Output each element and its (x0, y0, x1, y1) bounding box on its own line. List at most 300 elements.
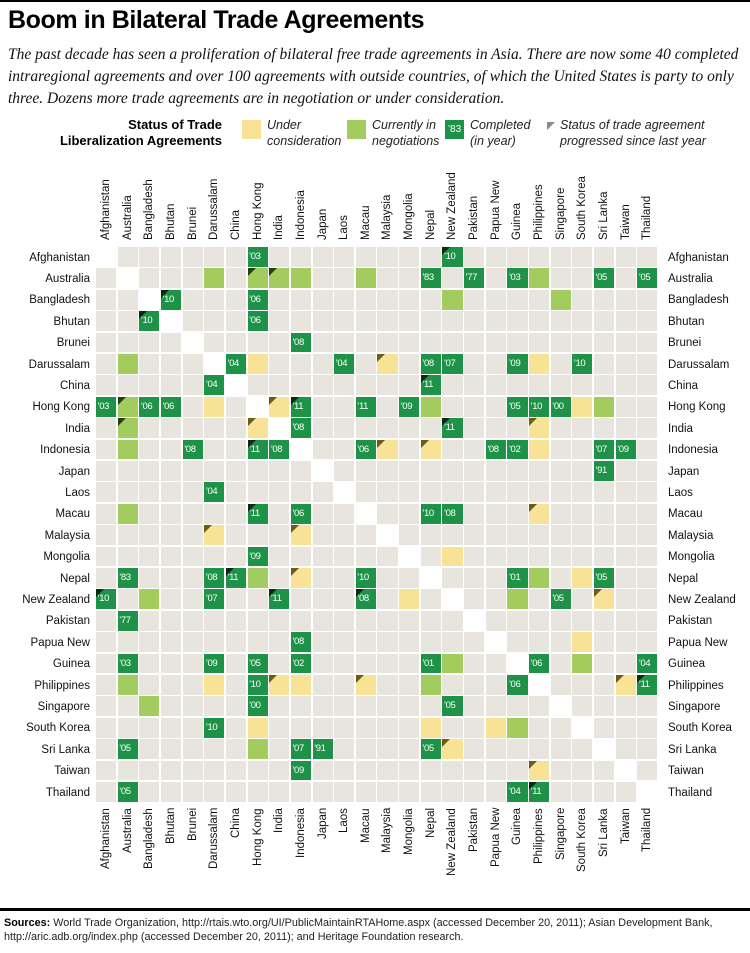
matrix-cell (594, 761, 614, 781)
matrix-cell (183, 333, 203, 353)
matrix-cell (572, 354, 592, 374)
matrix-cell (313, 568, 333, 588)
matrix-cell (269, 782, 289, 802)
matrix-cell (96, 440, 116, 460)
matrix-cell (464, 418, 484, 438)
legend-title-line1: Status of Trade (128, 117, 222, 132)
matrix-cell (594, 654, 614, 674)
matrix-cell (551, 418, 571, 438)
matrix-cell (313, 739, 333, 759)
row-label-right: Taiwan (668, 765, 704, 778)
matrix-cell (486, 525, 506, 545)
matrix-cell (399, 611, 419, 631)
matrix-cell (139, 547, 159, 567)
matrix-cell (464, 333, 484, 353)
matrix-cell (313, 696, 333, 716)
row-label-right: Nepal (668, 572, 699, 585)
col-label-bottom: Guinea (511, 808, 524, 846)
matrix-cell (204, 525, 224, 545)
matrix-cell (464, 761, 484, 781)
matrix-cell (183, 739, 203, 759)
matrix-cell (291, 568, 311, 588)
matrix-cell (594, 461, 614, 481)
matrix-cell (464, 311, 484, 331)
matrix-cell (529, 547, 549, 567)
matrix-cell (399, 247, 419, 267)
col-label-bottom: Afghanistan (100, 808, 112, 869)
matrix-cell (139, 397, 159, 417)
matrix-cell (551, 654, 571, 674)
matrix-cell (637, 375, 657, 395)
matrix-cell (248, 525, 268, 545)
matrix-cell (594, 611, 614, 631)
matrix-cell (377, 290, 397, 310)
matrix-cell (421, 654, 441, 674)
progressed-triangle-icon (118, 418, 126, 426)
matrix-cell (96, 782, 116, 802)
matrix-cell (421, 589, 441, 609)
col-label-bottom: Brunei (186, 808, 199, 842)
matrix-cell (572, 333, 592, 353)
cell-year-label: ’00 (552, 400, 564, 412)
matrix-cell (356, 333, 376, 353)
matrix-cell (464, 247, 484, 267)
matrix-cell (529, 247, 549, 267)
matrix-cell (529, 461, 549, 481)
matrix-cell (183, 375, 203, 395)
col-label-top: Singapore (554, 187, 567, 240)
matrix-cell (464, 397, 484, 417)
row-label-left: Thailand (45, 786, 90, 799)
col-label-bottom: Bangladesh (143, 808, 156, 869)
matrix-cell (161, 611, 181, 631)
row-label-left: Brunei (56, 337, 90, 350)
matrix-cell (248, 632, 268, 652)
matrix-cell (486, 568, 506, 588)
matrix-cell (551, 482, 571, 502)
matrix-cell (291, 654, 311, 674)
matrix-cell (507, 589, 527, 609)
cell-year-label: ’11 (292, 400, 304, 412)
matrix-cell (551, 397, 571, 417)
matrix-cell (507, 611, 527, 631)
matrix-cell (248, 675, 268, 695)
matrix-cell (377, 782, 397, 802)
matrix-cell (96, 739, 116, 759)
matrix-cell (377, 418, 397, 438)
matrix-cell (529, 418, 549, 438)
row-label-left: Bhutan (53, 315, 90, 328)
matrix-cell (291, 525, 311, 545)
matrix-cell (269, 311, 289, 331)
matrix-cell (291, 333, 311, 353)
matrix-cell (183, 504, 203, 524)
matrix-cell (594, 290, 614, 310)
matrix-cell (291, 440, 311, 460)
matrix-cell (313, 290, 333, 310)
matrix-cell (551, 440, 571, 460)
matrix-cell (551, 268, 571, 288)
matrix-cell (464, 461, 484, 481)
col-label-bottom: Mongolia (403, 808, 416, 855)
matrix-cell (334, 739, 354, 759)
matrix-cell (616, 632, 636, 652)
matrix-cell (464, 354, 484, 374)
col-label-bottom: South Korea (576, 808, 589, 872)
matrix-cell (183, 354, 203, 374)
matrix-cell (356, 397, 376, 417)
progressed-triangle-icon (291, 568, 299, 576)
matrix-cell (507, 568, 527, 588)
matrix-cell (226, 782, 246, 802)
matrix-cell (616, 461, 636, 481)
matrix-cell (637, 632, 657, 652)
matrix-cell (139, 504, 159, 524)
matrix-cell (399, 397, 419, 417)
row-label-right: Guinea (668, 658, 706, 671)
cell-year-label: ’07 (443, 358, 456, 369)
matrix-cell (313, 632, 333, 652)
matrix-cell (291, 761, 311, 781)
matrix-cell (161, 418, 181, 438)
matrix-cell (637, 739, 657, 759)
matrix-cell (637, 525, 657, 545)
legend-title-line2: Liberalization Agreements (59, 133, 222, 149)
row-label-right: Sri Lanka (668, 743, 717, 756)
legend-label-completed: Completed (in year) (470, 118, 531, 148)
cell-year-label: ’05 (249, 657, 261, 669)
matrix-cell (248, 611, 268, 631)
matrix-cell (442, 268, 462, 288)
matrix-cell (442, 418, 462, 438)
matrix-cell (161, 718, 181, 738)
matrix-cell (96, 611, 116, 631)
matrix-cell (183, 311, 203, 331)
progressed-triangle-icon (421, 375, 429, 383)
matrix-cell (529, 268, 549, 288)
matrix-cell (616, 547, 636, 567)
matrix-cell (442, 440, 462, 460)
matrix-cell (507, 333, 527, 353)
progressed-triangle-icon (248, 440, 256, 448)
matrix-cell (226, 504, 246, 524)
matrix-cell (139, 654, 159, 674)
matrix-cell (139, 675, 159, 695)
progressed-triangle-icon (616, 675, 624, 683)
matrix-cell (334, 461, 354, 481)
cell-year-label: ’02 (292, 657, 304, 669)
matrix-cell (356, 675, 376, 695)
cell-year-label: ’08 (270, 443, 283, 455)
legend-label-negotiations: Currently in negotiations (372, 118, 440, 148)
matrix-cell (421, 761, 441, 781)
matrix-cell (616, 375, 636, 395)
matrix-cell (507, 247, 527, 267)
cell-year-label: ’03 (249, 251, 261, 262)
cell-year-label: ’05 (508, 400, 521, 412)
matrix-cell (529, 654, 549, 674)
matrix-cell (637, 589, 657, 609)
matrix-cell (334, 761, 354, 781)
matrix-cell (486, 632, 506, 652)
row-label-left: Papua New (30, 636, 90, 649)
matrix-cell (139, 632, 159, 652)
matrix-cell (637, 696, 657, 716)
matrix-cell (399, 333, 419, 353)
matrix-cell (377, 696, 397, 716)
row-label-left: Australia (45, 272, 90, 285)
cell-year-label: ’02 (508, 443, 521, 455)
cell-year-label: ’09 (205, 657, 218, 669)
matrix-cell (421, 482, 441, 502)
matrix-cell (377, 268, 397, 288)
matrix-cell (204, 440, 224, 460)
cell-year-label: ’77 (119, 614, 131, 626)
matrix-cell (269, 504, 289, 524)
matrix-cell (377, 611, 397, 631)
matrix-cell (637, 311, 657, 331)
matrix-cell (551, 589, 571, 609)
matrix-cell (594, 525, 614, 545)
row-label-right: Brunei (668, 337, 702, 350)
matrix-cell (161, 375, 181, 395)
matrix-cell (161, 696, 181, 716)
legend-swatch-under-consideration (242, 120, 261, 139)
matrix-cell (204, 375, 224, 395)
matrix-cell (421, 311, 441, 331)
progressed-triangle-icon (291, 525, 299, 533)
matrix-cell (118, 482, 138, 502)
matrix-cell (269, 525, 289, 545)
matrix-cell (356, 418, 376, 438)
matrix-cell (594, 739, 614, 759)
matrix-cell (572, 632, 592, 652)
cell-year-label: ’08 (292, 336, 304, 348)
matrix-cell (464, 268, 484, 288)
matrix-cell (334, 675, 354, 695)
matrix-cell (226, 739, 246, 759)
matrix-cell (96, 333, 116, 353)
cell-year-label: ’09 (508, 358, 521, 369)
matrix-cell (594, 333, 614, 353)
matrix-cell (442, 654, 462, 674)
matrix-cell (161, 632, 181, 652)
cell-year-label: ’10 (140, 315, 153, 327)
matrix-cell (204, 354, 224, 374)
matrix-cell (464, 482, 484, 502)
col-label-top: Darussalam (208, 178, 221, 240)
col-label-top: Malaysia (381, 194, 394, 240)
matrix-cell (529, 718, 549, 738)
matrix-cell (616, 268, 636, 288)
matrix-cell (399, 654, 419, 674)
matrix-cell (226, 761, 246, 781)
matrix-cell (594, 375, 614, 395)
matrix-cell (399, 290, 419, 310)
matrix-cell (118, 440, 138, 460)
cell-year-label: ’08 (205, 572, 218, 583)
matrix-cell (464, 611, 484, 631)
cell-year-label: ’06 (357, 443, 369, 455)
cell-year-label: ’11 (443, 422, 455, 434)
matrix-cell (291, 632, 311, 652)
matrix-cell (334, 397, 354, 417)
progressed-triangle-icon (442, 247, 450, 255)
matrix-cell (486, 375, 506, 395)
matrix-cell (139, 333, 159, 353)
matrix-cell (183, 290, 203, 310)
matrix-cell (161, 268, 181, 288)
matrix-cell (551, 247, 571, 267)
matrix-cell (226, 418, 246, 438)
cell-year-label: ’07 (292, 743, 304, 755)
legend-swatch-completed (445, 120, 464, 139)
progressed-triangle-icon (204, 525, 212, 533)
matrix-cell (248, 547, 268, 567)
cell-year-label: ’08 (292, 422, 304, 434)
matrix-cell (291, 482, 311, 502)
matrix-cell (334, 440, 354, 460)
col-label-bottom: Philippines (533, 808, 545, 864)
matrix-cell (226, 482, 246, 502)
matrix-cell (399, 440, 419, 460)
matrix-cell (204, 290, 224, 310)
matrix-cell (486, 675, 506, 695)
matrix-cell (594, 696, 614, 716)
matrix-cell (616, 696, 636, 716)
matrix-cell (572, 504, 592, 524)
matrix-cell (399, 718, 419, 738)
matrix-cell (161, 568, 181, 588)
matrix-cell (269, 675, 289, 695)
sources (4, 916, 746, 944)
matrix-cell (572, 461, 592, 481)
matrix-cell (96, 290, 116, 310)
col-label-bottom: Indonesia (294, 808, 307, 858)
matrix-cell (377, 311, 397, 331)
matrix-cell (616, 504, 636, 524)
col-label-top: Philippines (533, 184, 545, 240)
matrix-cell (399, 739, 419, 759)
matrix-cell (377, 247, 397, 267)
matrix-cell (291, 739, 311, 759)
matrix-cell (248, 654, 268, 674)
col-label-top: China (229, 209, 242, 240)
matrix-cell (118, 333, 138, 353)
matrix-cell (356, 375, 376, 395)
matrix-cell (291, 611, 311, 631)
matrix-cell (139, 589, 159, 609)
matrix-cell (616, 761, 636, 781)
matrix-cell (161, 654, 181, 674)
row-label-right: New Zealand (668, 593, 736, 606)
matrix-cell (204, 247, 224, 267)
progressed-triangle-icon (226, 568, 234, 576)
legend-swatch-completed-year: ’83 (447, 124, 462, 135)
matrix-cell (507, 547, 527, 567)
matrix-cell (334, 632, 354, 652)
row-label-right: Laos (668, 486, 693, 499)
cell-year-label: ’03 (508, 272, 521, 284)
matrix-cell (96, 761, 116, 781)
matrix-cell (421, 375, 441, 395)
matrix-cell (291, 675, 311, 695)
cell-year-label: ’03 (97, 400, 109, 412)
matrix-cell (183, 568, 203, 588)
matrix-cell (96, 397, 116, 417)
matrix-cell (118, 290, 138, 310)
matrix-cell (377, 504, 397, 524)
matrix-cell (421, 568, 441, 588)
matrix-cell (96, 354, 116, 374)
matrix-cell (529, 525, 549, 545)
matrix-cell (183, 247, 203, 267)
matrix-cell (442, 290, 462, 310)
matrix-cell (551, 354, 571, 374)
matrix-cell (161, 482, 181, 502)
matrix-cell (96, 268, 116, 288)
matrix-cell (291, 375, 311, 395)
matrix-cell (572, 418, 592, 438)
matrix-cell (377, 761, 397, 781)
matrix-cell (529, 761, 549, 781)
matrix-cell (204, 761, 224, 781)
matrix-cell (269, 739, 289, 759)
matrix-cell (442, 247, 462, 267)
matrix-cell (118, 268, 138, 288)
matrix-cell (313, 247, 333, 267)
matrix-cell (616, 782, 636, 802)
progressed-triangle-icon (269, 675, 277, 683)
row-label-right: Papua New (668, 636, 728, 649)
row-label-right: Mongolia (668, 551, 715, 564)
cell-year-label: ’04 (335, 358, 348, 369)
matrix-cell (442, 354, 462, 374)
cell-year-label: ’08 (443, 507, 456, 519)
matrix-cell (291, 718, 311, 738)
progressed-triangle-icon (139, 311, 147, 319)
matrix-cell (594, 568, 614, 588)
matrix-cell (356, 482, 376, 502)
matrix-cell (226, 247, 246, 267)
matrix-cell (486, 761, 506, 781)
cell-year-label: ’06 (249, 293, 261, 305)
matrix-cell (248, 718, 268, 738)
cell-year-label: ’06 (140, 400, 153, 412)
matrix-cell (356, 504, 376, 524)
matrix-cell (248, 268, 268, 288)
row-label-left: New Zealand (22, 593, 90, 606)
matrix-cell (204, 589, 224, 609)
matrix-cell (204, 311, 224, 331)
matrix-cell (637, 782, 657, 802)
matrix-cell (551, 290, 571, 310)
matrix-cell (334, 568, 354, 588)
sources-label: Sources: (4, 917, 51, 929)
matrix-cell (161, 461, 181, 481)
matrix-cell (594, 504, 614, 524)
matrix-cell (507, 718, 527, 738)
matrix-cell (248, 761, 268, 781)
cell-year-label: ’05 (595, 572, 607, 583)
matrix-cell (442, 739, 462, 759)
matrix-cell (637, 268, 657, 288)
matrix-cell (507, 696, 527, 716)
matrix-cell (486, 397, 506, 417)
matrix-grid (96, 247, 660, 804)
matrix-cell (529, 504, 549, 524)
matrix-cell (572, 397, 592, 417)
